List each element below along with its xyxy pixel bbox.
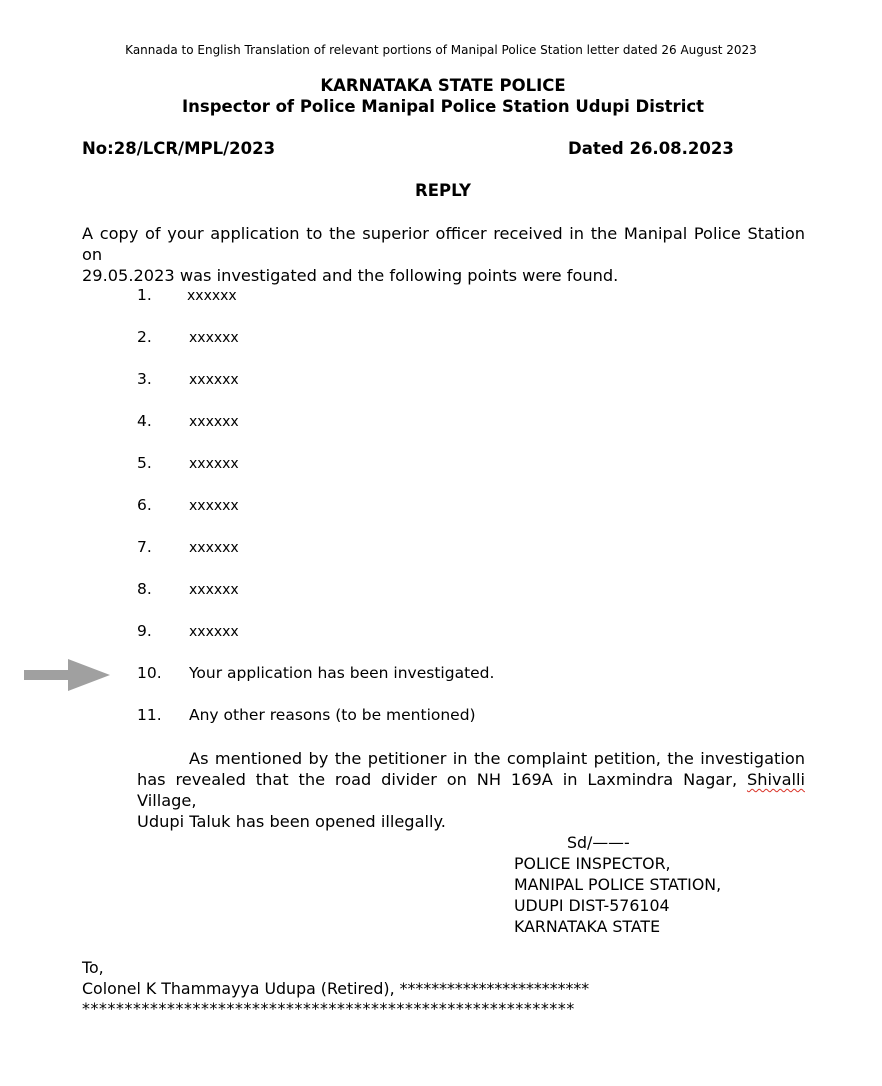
translation-caption: Kannada to English Translation of relevant portions of Manipal Police Station letter dated 26 August 2023	[125, 43, 757, 57]
point-number: 5.	[137, 454, 152, 472]
point-number: 11.	[137, 706, 162, 724]
closing-line	[137, 769, 805, 811]
point-text: xxxxxx	[189, 330, 239, 346]
misspelled-word: Shivalli	[746, 770, 805, 789]
letterhead-subtitle: Inspector of Police Manipal Police Station Udupi District	[181, 97, 705, 116]
letter-date: Dated 26.08.2023	[568, 139, 734, 158]
point-text: xxxxxx	[189, 372, 239, 388]
subject-heading: REPLY	[415, 181, 471, 200]
closing-line-text: Village,	[137, 791, 197, 810]
point-text: xxxxxx	[187, 288, 237, 304]
signatory-state: KARNATAKA STATE	[514, 917, 661, 936]
point-number: 8.	[137, 580, 152, 598]
closing-line-text: has revealed that the road divider on NH 169A in Laxmindra Nagar,	[137, 770, 747, 789]
point-text: xxxxxx	[189, 540, 239, 556]
point-number: 1.	[137, 286, 152, 304]
intro-line: 29.05.2023 was investigated and the following points were found.	[82, 266, 619, 285]
closing-paragraph	[137, 748, 805, 832]
letterhead-title: KARNATAKA STATE POLICE	[320, 76, 566, 95]
signature-mark: Sd/——-	[567, 833, 630, 852]
addressee-to: To,	[82, 958, 104, 977]
closing-line: As mentioned by the petitioner in the complaint petition, the investigation	[189, 749, 805, 768]
point-text: Your application has been investigated.	[189, 664, 495, 682]
point-number: 6.	[137, 496, 152, 514]
redacted-address: **********************************************************	[82, 999, 575, 1018]
intro-paragraph	[82, 223, 805, 286]
point-text: xxxxxx	[189, 582, 239, 598]
signatory-station: MANIPAL POLICE STATION,	[514, 875, 722, 894]
signatory-district: UDUPI DIST-576104	[514, 896, 670, 915]
point-number: 7.	[137, 538, 152, 556]
point-number: 4.	[137, 412, 152, 430]
right-arrow-icon	[24, 657, 112, 693]
point-text: xxxxxx	[189, 624, 239, 640]
intro-line: A copy of your application to the superior officer received in the Manipal Police Station on	[82, 224, 805, 264]
reference-number: No:28/LCR/MPL/2023	[82, 139, 276, 158]
point-number: 3.	[137, 370, 152, 388]
point-text: xxxxxx	[189, 456, 239, 472]
closing-line: Udupi Taluk has been opened illegally.	[137, 812, 446, 831]
point-number: 9.	[137, 622, 152, 640]
point-number: 2.	[137, 328, 152, 346]
point-number: 10.	[137, 664, 162, 682]
signatory-title: POLICE INSPECTOR,	[514, 854, 671, 873]
point-text: Any other reasons (to be mentioned)	[189, 706, 476, 724]
point-text: xxxxxx	[189, 498, 239, 514]
point-text: xxxxxx	[189, 414, 239, 430]
addressee-name: Colonel K Thammayya Udupa (Retired), ************************	[82, 979, 590, 998]
